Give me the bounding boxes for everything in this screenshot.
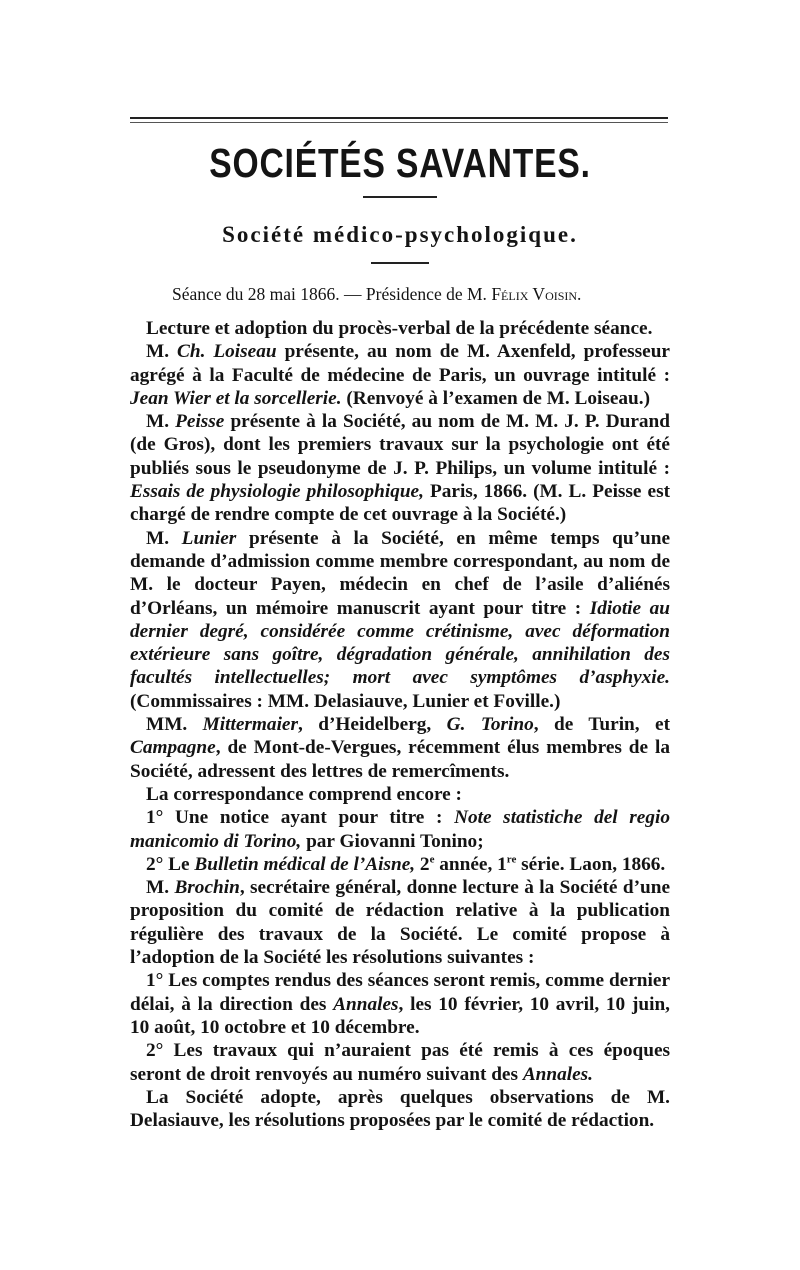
seance-date: Séance du 28 mai 1866. — Présidence de M. (172, 284, 487, 304)
paragraph (130, 853, 670, 876)
seance-president: Félix Voisin. (491, 284, 582, 304)
text-run: 1° Une notice ayant pour titre : (146, 807, 455, 829)
text-run: , d’Heidelberg, (298, 714, 447, 736)
title-divider (363, 196, 437, 198)
text-run: MM. (146, 714, 203, 736)
header-rule (130, 117, 668, 123)
paragraph: Lecture et adoption du procès-verbal de la précédente séance. (146, 318, 653, 339)
paragraph: La Société adopte, après quelques observations de M. Delasiauve, les résolutions proposées par le comité de rédaction. (130, 1086, 670, 1132)
text-run: , de Mont-de-Vergues, récemment élus membres de la Société, adressent des lettres de remercîments. (130, 737, 670, 782)
author-name: Peisse (175, 411, 225, 433)
paragraph (130, 876, 670, 969)
text-run: M. (146, 877, 175, 899)
society-name: Société médico-psychologique. (222, 222, 578, 247)
author-name: G. Torino (446, 714, 534, 736)
seance-line (172, 284, 581, 305)
superscript: re (506, 853, 517, 866)
text-run: M. (146, 341, 177, 363)
subtitle-divider (371, 262, 429, 264)
text-run: (Renvoyé à l’examen de M. Loiseau.) (341, 387, 650, 409)
journal-title: Annales (333, 993, 399, 1015)
text-run: 2 (415, 853, 430, 875)
book-title: Jean Wier et la sorcellerie. (130, 387, 342, 409)
paragraph (130, 969, 670, 1039)
text-run: série. Laon, 1866. (516, 853, 666, 875)
text-run: Paris, 1866. (M. L. Peisse est chargé de rendre compte de cet ouvrage à la Société.) (130, 481, 670, 526)
text-run: M. (146, 527, 182, 549)
book-title: Note statistiche del regio manicomio di Torino, (130, 807, 670, 852)
superscript: e (429, 853, 435, 866)
text-run: présente à la Société, au nom de M. M. J. P. Durand (de Gros), dont les premiers travaux sur la psychologie ont été publiés sous le pseudonyme de J. P. Philips, un volume intitulé : (130, 411, 670, 479)
author-name: Brochin (174, 877, 240, 899)
book-title: Bulletin médical de l’Aisne, (194, 853, 416, 875)
text-run: 2° Le (146, 853, 195, 875)
text-run: année, 1 (434, 853, 507, 875)
text-run: par Giovanni Tonino; (301, 830, 484, 852)
author-name: Mittermaier (202, 714, 298, 736)
text-run: M. (146, 411, 176, 433)
text-run: , secrétaire général, donne lecture à la Société d’une proposition du comité de rédaction relative à la publication régulière des travaux de la Société. Le comité propose à l’adoption de la Société les résolutions suivantes : (130, 877, 671, 969)
text-run: 2° Les travaux qui n’auraient pas été remis à ces époques seront de droit renvoyés au numéro suivant des (130, 1040, 670, 1085)
text-run: , de Turin, et (533, 714, 670, 736)
paragraph (130, 340, 670, 410)
text-run: , les 10 février, 10 avril, 10 juin, 10 août, 10 octobre et 10 décembre. (130, 993, 670, 1038)
paragraph (130, 713, 670, 783)
text-run: (Commissaires : MM. Delasiauve, Lunier et Foville.) (130, 690, 561, 712)
section-title: SOCIÉTÉS SAVANTES. (209, 140, 591, 186)
journal-title: Annales. (522, 1063, 593, 1085)
paragraph (130, 1039, 670, 1086)
book-title: Essais de physiologie philosophique, (130, 481, 424, 503)
author-name: Ch. Loiseau (177, 341, 277, 363)
paragraph (130, 410, 670, 526)
text-run: présente à la Société, en même temps qu’une demande d’admission comme membre correspondant, au nom de M. le docteur Payen, médecin en chef de l’asile d’aliénés d’Orléans, un mémoire manuscrit ayant pour titre : (130, 527, 670, 619)
body-text (130, 317, 670, 1132)
paragraph (130, 806, 670, 853)
paragraph (130, 527, 670, 713)
author-name: Campagne (130, 737, 216, 759)
paragraph: La correspondance comprend encore : (146, 783, 462, 805)
text-run: 1° Les comptes rendus des séances seront remis, comme dernier délai, à la direction des (130, 970, 670, 1015)
author-name: Lunier (181, 527, 237, 549)
memoir-title: Idiotie au dernier degré, considérée comme crétinisme, avec déformation extérieure sans goître, dégradation générale, annihilation des facultés intellectuelles; mort avec symptômes d’asphyxie. (130, 597, 670, 689)
text-run: présente, au nom de M. Axenfeld, professeur agrégé à la Faculté de médecine de Paris, un ouvrage intitulé : (130, 341, 670, 386)
